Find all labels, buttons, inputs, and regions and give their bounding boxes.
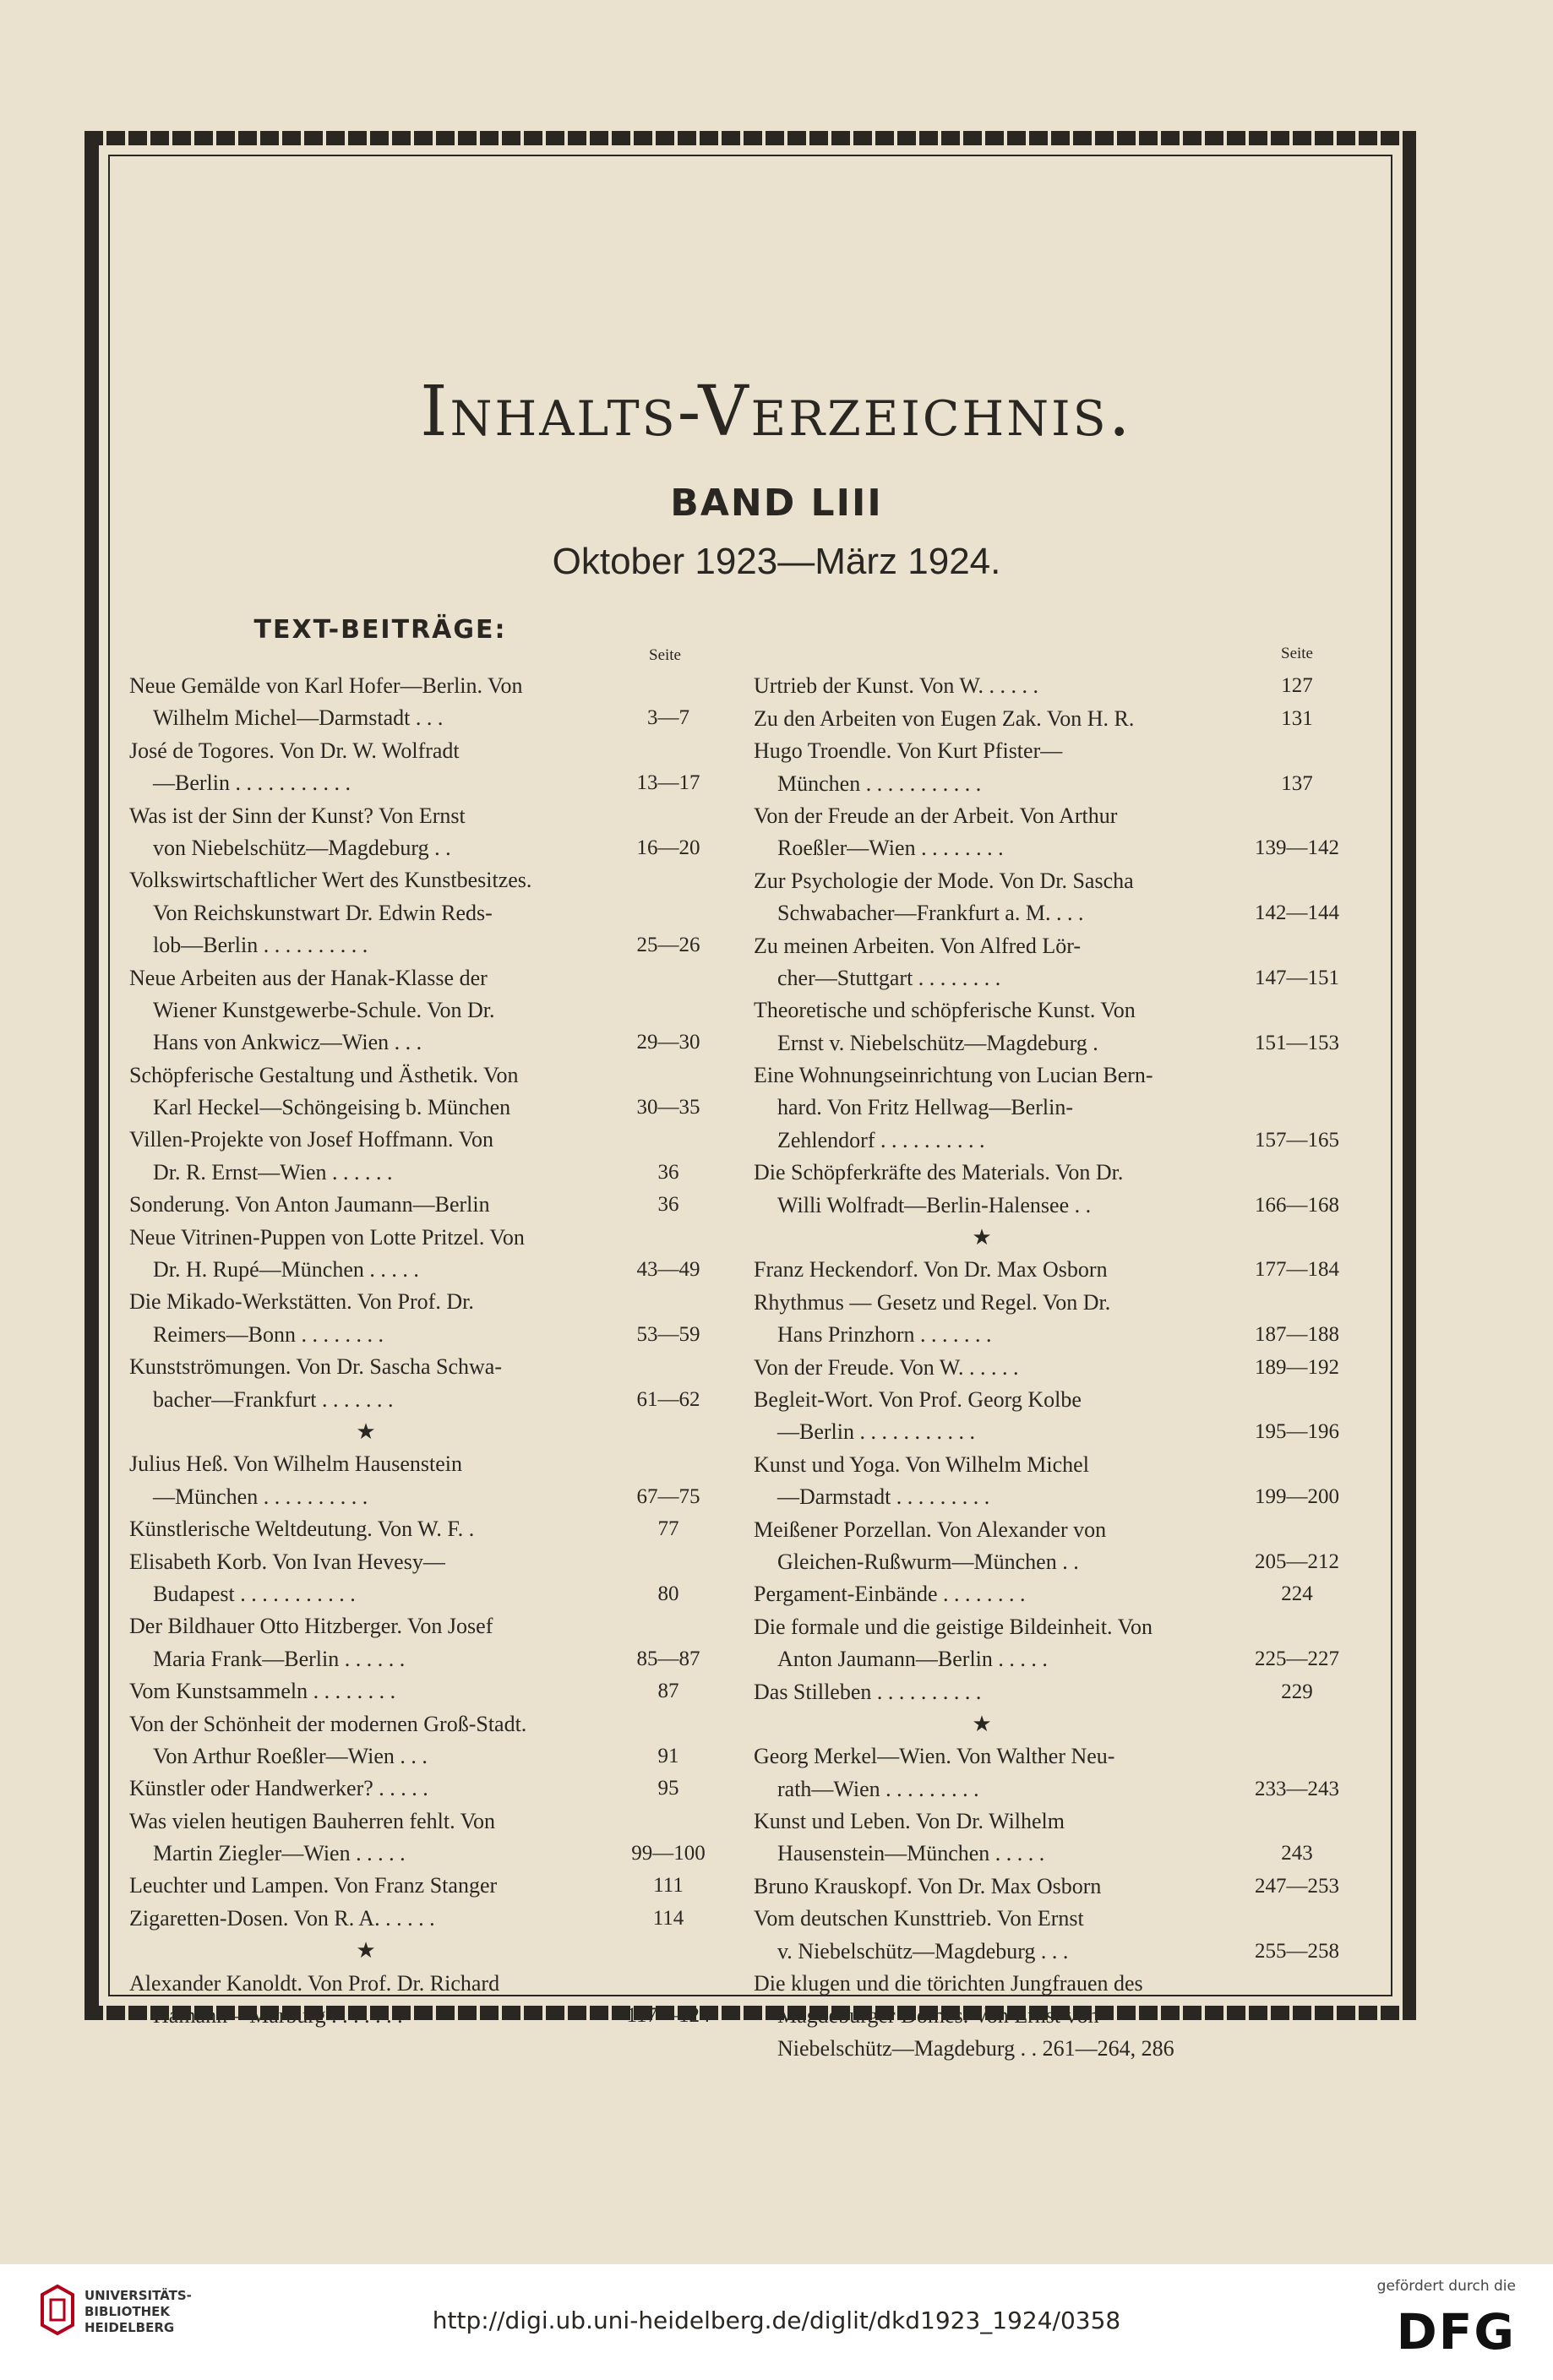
toc-entry (754, 1578, 1362, 1610)
toc-entry (129, 1092, 738, 1124)
toc-entry-text: Von der Freude. Von W. . . . . . (754, 1354, 1019, 1380)
toc-entry-text: Eine Wohnungseinrichtung von Lucian Bern- (754, 1063, 1153, 1088)
toc-entry-text: Neue Gemälde von Karl Hofer—Berlin. Von (129, 673, 523, 698)
library-name-line: UNIVERSITÄTS- (84, 2288, 192, 2303)
toc-entry-text: Roeßler—Wien . . . . . . . . (777, 836, 1004, 861)
toc-entry-text: Die klugen und die törichten Jungfrauen des (754, 1971, 1143, 1996)
toc-entry-text: Von Arthur Roeßler—Wien . . . (153, 1743, 428, 1768)
sponsor-logo: DFG (1396, 2303, 1516, 2361)
toc-entry (754, 735, 1362, 767)
toc-entry-pages: 139—142 (1255, 836, 1339, 860)
toc-entry-text: Zehlendorf . . . . . . . . . . (777, 1127, 985, 1152)
toc-entry-text: Urtrieb der Kunst. Von W. . . . . . (754, 673, 1039, 699)
toc-entry-pages: 30—35 (636, 1096, 700, 1119)
toc-entry (129, 1610, 738, 1642)
toc-entry-text: Die formale und die geistige Bildeinheit. Von (754, 1614, 1153, 1639)
toc-entry-text: Anton Jaumann—Berlin . . . . . (777, 1647, 1048, 1672)
toc-entry-text: rath—Wien . . . . . . . . . (777, 1776, 979, 1801)
toc-entry-text: Dr. H. Rupé—München . . . . . (153, 1257, 419, 1283)
toc-entry-pages: 147—151 (1255, 966, 1339, 989)
toc-entry-pages: 127 (1281, 674, 1313, 698)
toc-entry-text: Der Bildhauer Otto Hitzberger. Von Josef (129, 1614, 493, 1639)
toc-entry (754, 1125, 1362, 1157)
toc-entry-text: Budapest . . . . . . . . . . . (153, 1581, 356, 1606)
toc-entry (754, 1838, 1362, 1870)
toc-entry (754, 1676, 1362, 1708)
toc-entry (754, 897, 1362, 929)
toc-entry-text: Maria Frank—Berlin . . . . . . (153, 1646, 406, 1671)
period-label: Oktober 1923—März 1924. (552, 541, 1001, 582)
toc-entry-pages: 3—7 (647, 706, 689, 730)
toc-entry-text: Bruno Krauskopf. Von Dr. Max Osborn (754, 1873, 1102, 1898)
toc-entry-text: Hamann—Marburg . . . . . . . (153, 2003, 403, 2029)
toc-entry-text: Die Mikado-Werkstätten. Von Prof. Dr. (129, 1289, 474, 1315)
library-name-line: HEIDELBERG (84, 2320, 175, 2335)
toc-entry-text: Neue Arbeiten aus der Hanak-Klasse der (129, 965, 488, 990)
source-url-link[interactable]: http://digi.ub.uni-heidelberg.de/diglit/dkd1923_1924/0358 (432, 2306, 1121, 2334)
toc-entry (129, 929, 738, 961)
toc-entry-pages: 187—188 (1255, 1323, 1339, 1347)
toc-entry-text: Kunst und Yoga. Von Wilhelm Michel (754, 1451, 1089, 1477)
toc-entry (129, 2000, 738, 2032)
toc-entry-text: Franz Heckendorf. Von Dr. Max Osborn (754, 1257, 1108, 1283)
toc-entry-pages: 111 (653, 1874, 684, 1898)
toc-entry-text: Künstler oder Handwerker? . . . . . (129, 1776, 428, 1801)
toc-entry (129, 864, 738, 896)
toc-entry-text: Julius Heß. Von Wilhelm Hausenstein (129, 1451, 462, 1477)
toc-entry-text: Hausenstein—München . . . . . (777, 1841, 1045, 1866)
toc-entry (129, 1773, 738, 1805)
toc-entry (129, 1448, 738, 1480)
toc-entry-text: Was ist der Sinn der Kunst? Von Ernst (129, 803, 466, 828)
page-title: Inhalts-Verzeichnis. (420, 372, 1133, 452)
toc-entry (129, 1124, 738, 1156)
toc-entry-pages: 25—26 (636, 934, 700, 957)
toc-entry (129, 1513, 738, 1545)
toc-entry-text: v. Niebelschütz—Magdeburg . . . (777, 1938, 1069, 1963)
toc-entry-text: Willi Wolfradt—Berlin-Halensee . . (777, 1192, 1092, 1217)
toc-entry-text: Schöpferische Gestaltung und Ästhetik. Von (129, 1062, 519, 1087)
toc-entry-text: Zigaretten-Dosen. Von R. A. . . . . . (129, 1905, 435, 1931)
toc-entry (129, 1157, 738, 1189)
toc-entry-text: Dr. R. Ernst—Wien . . . . . . (153, 1159, 393, 1185)
separator-star: ★ (356, 1938, 376, 1963)
toc-entry (129, 1838, 738, 1870)
toc-entry (754, 865, 1362, 897)
toc-entry-text: Alexander Kanoldt. Von Prof. Dr. Richard (129, 1970, 500, 1996)
toc-entry-text: Kunst und Leben. Von Dr. Wilhelm (754, 1809, 1065, 1834)
toc-entry-text: Hugo Troendle. Von Kurt Pfister— (754, 738, 1063, 764)
toc-entry-pages: 114 (652, 1906, 684, 1930)
toc-entry-pages: 205—212 (1255, 1549, 1339, 1573)
toc-entry (129, 1059, 738, 1092)
toc-entry-text: —München . . . . . . . . . . (153, 1484, 368, 1509)
toc-entry (754, 800, 1362, 832)
toc-entry (754, 1449, 1362, 1481)
toc-entry-text: Rhythmus — Gesetz und Regel. Von Dr. (754, 1289, 1111, 1315)
toc-entry (129, 1027, 738, 1059)
toc-entry-text: Zu meinen Arbeiten. Von Alfred Lör- (754, 933, 1081, 958)
toc-entry (754, 1319, 1362, 1351)
toc-entry-text: cher—Stuttgart . . . . . . . . (777, 965, 1001, 990)
toc-entry-pages: 36 (657, 1160, 679, 1184)
toc-entry-text: Leuchter und Lampen. Von Franz Stanger (129, 1873, 498, 1898)
separator-star: ★ (972, 1225, 992, 1250)
toc-entry (129, 800, 738, 832)
toc-entry (129, 832, 738, 864)
toc-entry-pages: Seite (1281, 645, 1313, 662)
toc-entry (754, 994, 1362, 1027)
toc-entry-text: Volkswirtschaftlicher Wert des Kunstbesitzes. (129, 868, 532, 893)
toc-entry (129, 897, 738, 929)
toc-entry (129, 1254, 738, 1286)
toc-entry-text: Pergament-Einbände . . . . . . . . (754, 1582, 1026, 1607)
toc-entry (754, 768, 1362, 800)
toc-entry (754, 1059, 1362, 1092)
toc-entry (754, 1027, 1362, 1059)
toc-entry (129, 1578, 738, 1610)
toc-entry-pages: 80 (657, 1582, 679, 1605)
toc-entry-pages: 117—124 (626, 2004, 711, 2028)
toc-right-column (754, 638, 1362, 2065)
toc-entry (754, 1092, 1362, 1124)
toc-entry (129, 994, 738, 1027)
footer-bar (0, 2264, 1553, 2380)
toc-entry-pages: 224 (1281, 1582, 1313, 1606)
toc-entry (129, 1351, 738, 1383)
toc-entry-text: —Darmstadt . . . . . . . . . (777, 1484, 990, 1510)
toc-entry-pages: 67—75 (636, 1484, 700, 1508)
toc-entry-text: Begleit-Wort. Von Prof. Georg Kolbe (754, 1386, 1082, 1412)
toc-entry (129, 1384, 738, 1416)
toc-entry-pages: 36 (657, 1193, 679, 1217)
toc-entry (754, 1903, 1362, 1935)
toc-entry (754, 1352, 1362, 1384)
toc-entry (754, 1611, 1362, 1643)
toc-entry-pages: 151—153 (1255, 1031, 1339, 1054)
toc-entry-pages: 131 (1281, 706, 1313, 730)
toc-entry-text: Vom Kunstsammeln . . . . . . . . (129, 1679, 396, 1704)
toc-entry (754, 1416, 1362, 1448)
toc-entry (754, 1481, 1362, 1513)
toc-entry-text: —Berlin . . . . . . . . . . . (153, 771, 351, 796)
toc-entry-pages: 247—253 (1255, 1874, 1339, 1898)
toc-entry-text: Sonderung. Von Anton Jaumann—Berlin (129, 1192, 490, 1217)
toc-entry-text: —Berlin . . . . . . . . . . . (777, 1419, 975, 1445)
toc-entry (754, 1190, 1362, 1222)
toc-entry (754, 670, 1362, 702)
toc-entry (754, 1936, 1362, 1968)
toc-entry-text: lob—Berlin . . . . . . . . . . (153, 933, 368, 958)
toc-entry-pages: 229 (1281, 1680, 1313, 1703)
toc-entry (129, 670, 738, 702)
toc-entry-text: Neue Vitrinen-Puppen von Lotte Pritzel. Von (129, 1224, 525, 1250)
toc-entry-text: Wiener Kunstgewerbe-Schule. Von Dr. (153, 997, 495, 1022)
toc-entry-text: Magdeburger Domes. Von Ernst von (777, 2003, 1099, 2029)
toc-entry-pages: 29—30 (636, 1031, 700, 1054)
toc-entry (129, 962, 738, 994)
toc-entry (754, 1643, 1362, 1675)
toc-entry (754, 1157, 1362, 1189)
toc-entry (129, 1546, 738, 1578)
toc-entry (129, 1870, 738, 1902)
toc-entry (754, 1384, 1362, 1416)
toc-entry-text: Wilhelm Michel—Darmstadt . . . (153, 705, 444, 731)
separator-star: ★ (972, 1711, 992, 1736)
toc-entry (754, 1968, 1362, 2000)
toc-entry-text: Kunstströmungen. Von Dr. Sascha Schwa- (129, 1354, 503, 1380)
toc-entry-text: Karl Heckel—Schöngeising b. München (153, 1095, 511, 1120)
toc-entry-text: bacher—Frankfurt . . . . . . . (153, 1386, 394, 1412)
toc-entry (129, 735, 738, 767)
toc-entry (754, 2000, 1362, 2032)
toc-entry-pages: 43—49 (636, 1258, 700, 1282)
toc-entry-text: Meißener Porzellan. Von Alexander von (754, 1517, 1107, 1542)
toc-entry (754, 930, 1362, 962)
toc-entry-text: Die Schöpferkräfte des Materials. Von Dr. (754, 1160, 1124, 1185)
toc-entry-text: Georg Merkel—Wien. Von Walther Neu- (754, 1744, 1115, 1769)
toc-entry-text: Von der Freude an der Arbeit. Von Arthur (754, 803, 1118, 828)
toc-entry (754, 1514, 1362, 1546)
toc-entry (129, 1319, 738, 1351)
toc-entry (754, 1254, 1362, 1286)
toc-entry-pages: 87 (657, 1680, 679, 1703)
toc-entry-pages: 166—168 (1255, 1193, 1339, 1217)
toc-entry-pages: 243 (1281, 1842, 1313, 1865)
toc-entry-text: Was vielen heutigen Bauherren fehlt. Von (129, 1808, 496, 1833)
toc-entry-text: Von der Schönheit der modernen Groß-Stadt. (129, 1711, 527, 1736)
toc-entry-text: Zu den Arbeiten von Eugen Zak. Von H. R. (754, 705, 1135, 731)
toc-entry-text: von Niebelschütz—Magdeburg . . (153, 835, 451, 860)
toc-entry (129, 767, 738, 799)
toc-entry-pages: 195—196 (1255, 1420, 1339, 1444)
toc-entry (754, 1287, 1362, 1319)
toc-entry-text: Hans Prinzhorn . . . . . . . (777, 1322, 992, 1348)
toc-entry (754, 1740, 1362, 1773)
page-column-label: Seite (649, 646, 681, 664)
toc-entry-pages: 189—192 (1255, 1355, 1339, 1379)
toc-entry (129, 702, 738, 734)
separator-star: ★ (356, 1419, 376, 1444)
section-title: TEXT-BEITRÄGE: (253, 615, 507, 645)
toc-entry-text: José de Togores. Von Dr. W. Wolfradt (129, 738, 460, 763)
toc-entry (129, 1708, 738, 1740)
toc-entry-text: Ernst v. Niebelschütz—Magdeburg . (777, 1030, 1098, 1055)
toc-left-column (129, 670, 738, 2032)
toc-entry (754, 703, 1362, 735)
toc-entry (129, 1481, 738, 1513)
toc-entry-pages: 255—258 (1255, 1939, 1339, 1963)
toc-entry-text: Gleichen-Rußwurm—München . . (777, 1549, 1079, 1574)
toc-entry-pages: 13—17 (636, 771, 700, 795)
toc-entry-text: Niebelschütz—Magdeburg . . 261—264, 286 (777, 2035, 1174, 2061)
toc-entry (129, 1740, 738, 1773)
toc-entry (129, 1643, 738, 1675)
sponsor-label: gefördert durch die (1376, 2278, 1516, 2295)
toc-entry-text: München . . . . . . . . . . . (777, 771, 982, 796)
toc-entry (129, 1805, 738, 1838)
toc-entry-pages: 225—227 (1255, 1647, 1339, 1671)
toc-entry-text: Villen-Projekte von Josef Hoffmann. Von (129, 1127, 494, 1152)
toc-entry-pages: 53—59 (636, 1322, 700, 1346)
toc-entry-text: Hans von Ankwicz—Wien . . . (153, 1030, 422, 1055)
toc-entry (129, 1968, 738, 2000)
toc-entry-text: Reimers—Bonn . . . . . . . . (153, 1321, 384, 1347)
toc-entry-text: Von Reichskunstwart Dr. Edwin Reds- (153, 900, 493, 925)
library-name-line: BIBLIOTHEK (84, 2304, 170, 2319)
toc-entry (129, 1189, 738, 1221)
toc-entry (754, 1773, 1362, 1805)
toc-entry-pages: 142—144 (1255, 901, 1339, 925)
toc-entry (754, 1871, 1362, 1903)
toc-entry-pages: 95 (657, 1777, 679, 1800)
toc-entry-pages: 99—100 (631, 1842, 706, 1865)
toc-entry-pages: 16—20 (636, 836, 700, 859)
toc-entry-text: Theoretische und schöpferische Kunst. Von (754, 998, 1136, 1023)
toc-entry-pages: 177—184 (1255, 1258, 1339, 1282)
toc-entry-pages: 61—62 (636, 1387, 700, 1411)
toc-entry-text: Elisabeth Korb. Von Ivan Hevesy— (129, 1549, 445, 1574)
toc-entry (129, 1222, 738, 1254)
toc-entry-pages: 91 (657, 1744, 679, 1767)
toc-entry-text: Zur Psychologie der Mode. Von Dr. Sascha (754, 868, 1134, 893)
volume-label: BAND LIII (670, 482, 883, 525)
toc-entry (754, 962, 1362, 994)
toc-entry (754, 2033, 1362, 2065)
toc-entry-pages: 157—165 (1255, 1128, 1339, 1152)
toc-entry-text: hard. Von Fritz Hellwag—Berlin- (777, 1095, 1073, 1120)
toc-entry (129, 1675, 738, 1707)
toc-entry-pages: 233—243 (1255, 1777, 1339, 1800)
toc-entry-text: Martin Ziegler—Wien . . . . . (153, 1841, 406, 1866)
toc-entry (754, 832, 1362, 864)
toc-entry (129, 1286, 738, 1318)
toc-entry (754, 1805, 1362, 1838)
toc-entry (129, 1903, 738, 1935)
toc-entry-pages: 199—200 (1255, 1485, 1339, 1509)
toc-entry (754, 638, 1362, 670)
toc-entry-text: Künstlerische Weltdeutung. Von W. F. . (129, 1517, 475, 1542)
toc-entry-pages: 85—87 (636, 1647, 700, 1670)
toc-entry-pages: 77 (657, 1517, 679, 1541)
toc-entry-text: Schwabacher—Frankfurt a. M. . . . (777, 901, 1084, 926)
toc-entry (754, 1546, 1362, 1578)
toc-entry-text: Vom deutschen Kunsttrieb. Von Ernst (754, 1906, 1084, 1931)
toc-entry-text: Das Stilleben . . . . . . . . . . (754, 1679, 982, 1704)
toc-entry-pages: 137 (1281, 771, 1313, 795)
